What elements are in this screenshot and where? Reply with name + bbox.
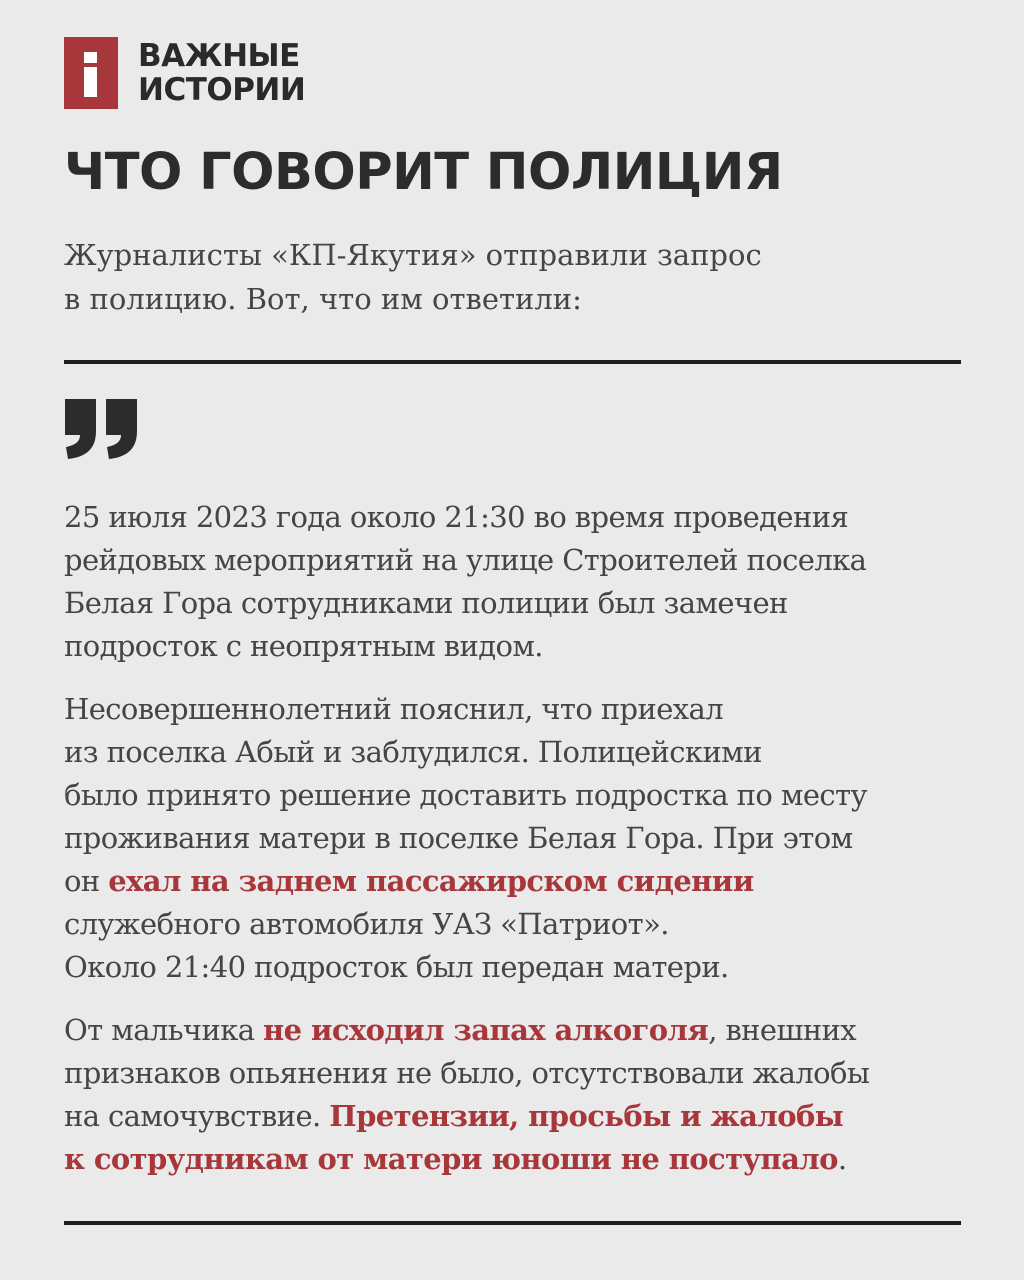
paragraph-3: [64, 1009, 974, 1181]
p3-line-3-start: на самочувствие.: [64, 1099, 330, 1133]
brand-name: [138, 39, 305, 107]
highlight-no-alcohol: не исходил запах алкоголя: [263, 1013, 709, 1047]
intro-line-2: в полицию. Вот, что им ответили:: [64, 282, 582, 316]
highlight-claims: Претензии, просьбы и жалобы: [329, 1099, 844, 1133]
brand-line-1: ВАЖНЫЕ: [138, 37, 300, 74]
p1-line-2: рейдовых мероприятий на улице Строителей поселка: [64, 543, 867, 577]
p2-line-6: служебного автомобиля УАЗ «Патриот».: [64, 907, 669, 941]
p1-line-3: Белая Гора сотрудниками полиции был замечен: [64, 586, 788, 620]
page-title: ЧТО ГОВОРИТ ПОЛИЦИЯ: [64, 143, 783, 202]
p3-line-1-start: От мальчика: [64, 1013, 264, 1047]
brand-line-2: ИСТОРИИ: [138, 71, 306, 108]
p2-line-1: Несовершеннолетний пояснил, что приехал: [64, 692, 724, 726]
p1-line-1: 25 июля 2023 года около 21:30 во время проведения: [64, 500, 849, 534]
bottom-divider: [64, 1221, 961, 1225]
paragraph-2: [64, 688, 974, 989]
highlight-no-complaints: к сотрудникам от матери юноши не поступало: [64, 1142, 838, 1176]
p3-line-1-end: , внешних: [708, 1013, 857, 1047]
p1-line-4: подросток с неопрятным видом.: [64, 629, 543, 663]
p2-line-2: из поселка Абый и заблудился. Полицейскими: [64, 735, 762, 769]
p3-line-4-end: .: [837, 1142, 847, 1176]
quote-icon: [62, 395, 142, 461]
intro-text: [64, 233, 964, 321]
highlight-back-seat: ехал на заднем пассажирском сидении: [108, 864, 754, 898]
info-i-icon: [64, 37, 118, 109]
quote-body: [64, 496, 974, 1201]
p2-line-5-start: он: [64, 864, 109, 898]
p3-line-2: признаков опьянения не было, отсутствовали жалобы: [64, 1056, 870, 1090]
p2-line-4: проживания матери в поселке Белая Гора. При этом: [64, 821, 853, 855]
p2-line-7: Около 21:40 подросток был передан матери.: [64, 950, 729, 984]
intro-line-1: Журналисты «КП-Якутия» отправили запрос: [64, 238, 762, 272]
top-divider: [64, 360, 961, 364]
paragraph-1: [64, 496, 974, 668]
p2-line-3: было принято решение доставить подростка по месту: [64, 778, 867, 812]
brand-logo: [64, 36, 305, 109]
